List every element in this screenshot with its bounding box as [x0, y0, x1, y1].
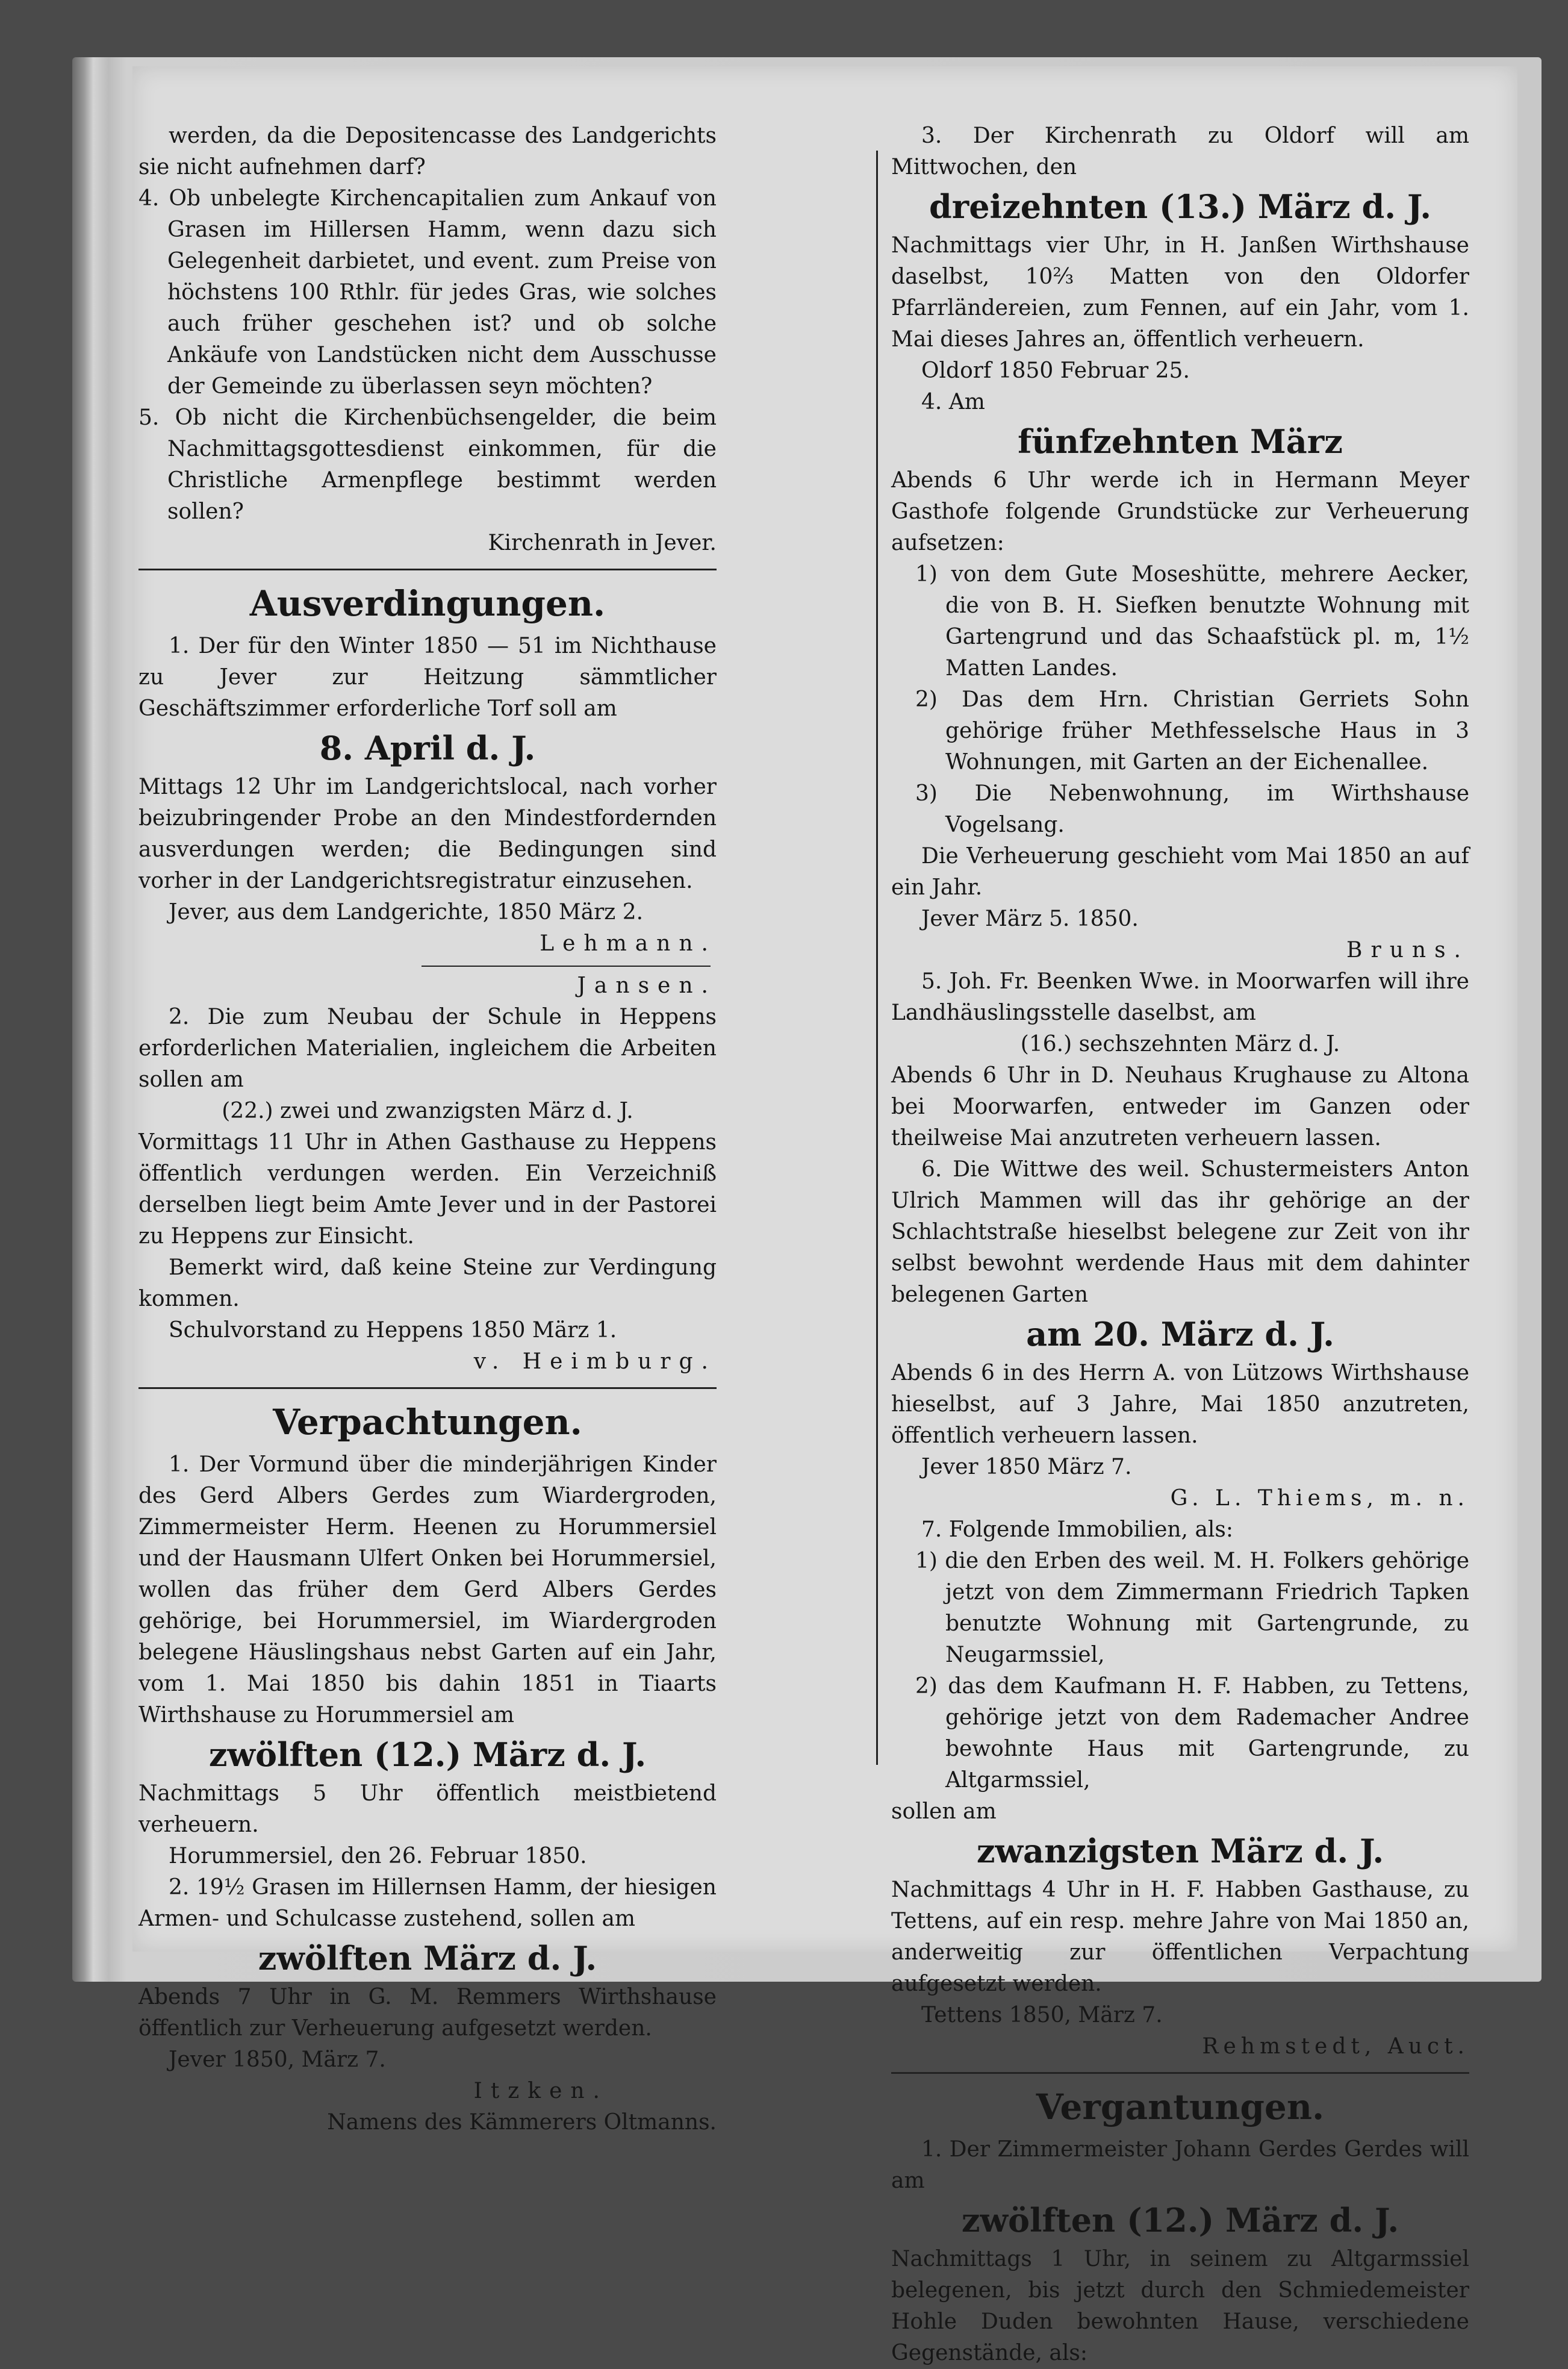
- notice-r4-item-1: 1) von dem Gute Moseshütte, mehrere Aecker, die von B. H. Siefken benutzte Wohnung mit Gartengrund und das Schaafstück pl. m, 1½ Matten Landes.: [915, 562, 1469, 681]
- notice-a1-date: 8. April d. J.: [319, 729, 536, 767]
- right-column: [891, 120, 1469, 2369]
- notice-v2-signature-2: Namens des Kämmerers Oltmanns.: [327, 2110, 717, 2135]
- notice-a2-place: Schulvorstand zu Heppens 1850 März 1.: [169, 1318, 617, 1343]
- notice-a2-signature: v. Heimburg.: [473, 1349, 717, 1374]
- notice-a1-text2: Mittags 12 Uhr im Landgerichtslocal, nach vorher beizubringender Probe an den Mindestfordernden ausverdungen werden; die Bedingungen sind vorher in der Landgerichtsregistratur einzusehen.: [138, 775, 717, 893]
- notice-v1-date: zwölften (12.) März d. J.: [208, 1735, 647, 1774]
- notice-a1-text: 1. Der für den Winter 1850 — 51 im Nichthause zu Jever zur Heitzung sämmtlicher Geschäftszimmer erforderliche Torf soll am: [138, 634, 717, 721]
- section-rule: [138, 1387, 717, 1389]
- notice-r4-date: fünfzehnten März: [1018, 422, 1343, 461]
- question-4: 4. Ob unbelegte Kirchencapitalien zum Ankauf von Grasen im Hillersen Hamm, wenn dazu sich Gelegenheit darbietet, und event. zum Preise von höchstens 100 Rthlr. für jedes Gras, wie solches auch früher geschehen ist? und ob solche Ankäufe von Landstücken nicht dem Ausschusse der Gemeinde zu überlassen seyn möchten?: [138, 186, 717, 399]
- continued-text: werden, da die Depositencasse des Landgerichts sie nicht aufnehmen darf?: [138, 123, 717, 179]
- notice-v2-date: zwölften März d. J.: [258, 1939, 597, 1977]
- notice-v1-text2: Nachmittags 5 Uhr öffentlich meistbietend verheuern.: [138, 1781, 717, 1837]
- notice-r6-signature: G. L. Thiems, m. n.: [1170, 1486, 1469, 1511]
- notice-r4-text: Abends 6 Uhr werde ich in Hermann Meyer Gasthofe folgende Grundstücke zur Verheuerung aufsetzen:: [891, 468, 1469, 555]
- notice-r5-text2: Abends 6 Uhr in D. Neuhaus Krughause zu Altona bei Moorwarfen, entweder im Ganzen oder theilweise Mai anzutreten verheuern lassen.: [891, 1063, 1469, 1150]
- notice-a1-signature-1: Lehmann.: [540, 931, 717, 956]
- notice-r7-signature: Rehmstedt, Auct.: [1202, 2034, 1469, 2059]
- notice-r4-note: Die Verheuerung geschieht vom Mai 1850 an auf ein Jahr.: [891, 844, 1469, 900]
- notice-v1-place: Horummersiel, den 26. Februar 1850.: [169, 1844, 587, 1868]
- notice-a1-place: Jever, aus dem Landgerichte, 1850 März 2.: [169, 900, 644, 925]
- notice-g1-text2: Nachmittags 1 Uhr, in seinem zu Altgarmssiel belegenen, bis jetzt durch den Schmiedemeister Hohle Duden bewohnten Hause, verschiedene Gegenstände, als:: [891, 2247, 1469, 2365]
- notice-r4-signature: Bruns.: [1346, 938, 1469, 963]
- section-rule: [891, 2072, 1469, 2074]
- notice-r6-place: Jever 1850 März 7.: [921, 1455, 1132, 1479]
- notice-g1-text: 1. Der Zimmermeister Johann Gerdes Gerdes will am: [891, 2137, 1469, 2193]
- signature-rule: [422, 966, 711, 967]
- column-divider: [876, 151, 878, 1765]
- notice-r5-date: (16.) sechszehnten März d. J.: [1020, 1032, 1340, 1057]
- notice-r5-text: 5. Joh. Fr. Beenken Wwe. in Moorwarfen will ihre Landhäuslingsstelle daselbst, am: [891, 969, 1469, 1025]
- notice-r3-text: 3. Der Kirchenrath zu Oldorf will am Mittwochen, den: [891, 123, 1469, 179]
- notice-r7-place: Tettens 1850, März 7.: [921, 2003, 1163, 2027]
- notice-v2-signature-1: Itzken.: [473, 2079, 608, 2103]
- notice-r6-date: am 20. März d. J.: [1026, 1315, 1334, 1353]
- signature-kirchenrath: Kirchenrath in Jever.: [488, 531, 717, 555]
- question-5: 5. Ob nicht die Kirchenbüchsengelder, die beim Nachmittagsgottesdienst einkommen, für die Christliche Armenpflege bestimmt werden sollen?: [138, 405, 717, 524]
- notice-r4-place: Jever März 5. 1850.: [921, 907, 1139, 931]
- notice-r7-item-1: 1) die den Erben des weil. M. H. Folkers gehörige jetzt von dem Zimmermann Friedrich Tapken benutzte Wohnung mit Gartengrunde, zu Neugarmssiel,: [915, 1549, 1469, 1667]
- notice-r7-sollen: sollen am: [891, 1799, 997, 1824]
- notice-r3-place: Oldorf 1850 Februar 25.: [921, 358, 1190, 383]
- heading-ausverdingungen: Ausverdingungen.: [249, 583, 606, 624]
- heading-vergantungen: Vergantungen.: [1036, 2087, 1325, 2127]
- notice-r4-number: 4. Am: [921, 390, 985, 414]
- notice-r7-text: 7. Folgende Immobilien, als:: [921, 1517, 1234, 1542]
- notice-a2-date: (22.) zwei und zwanzigsten März d. J.: [222, 1099, 633, 1123]
- notice-v2-place: Jever 1850, März 7.: [169, 2047, 386, 2072]
- notice-v1-text: 1. Der Vormund über die minderjährigen Kinder des Gerd Albers Gerdes zum Wiardergroden, Zimmermeister Herm. Heenen zu Horummersiel und der Hausmann Ulfert Onken bei Horummersiel, wollen das früher dem Gerd Albers Gerdes gehörige, bei Horummersiel, im Wiardergroden belegene Häuslingshaus nebst Garten auf ein Jahr, vom 1. Mai 1850 bis dahin 1851 in Tiaarts Wirthshause zu Horummersiel am: [138, 1452, 717, 1728]
- notice-a1-signature-2: Jansen.: [577, 973, 717, 998]
- section-rule: [138, 569, 717, 570]
- heading-verpachtungen: Verpachtungen.: [273, 1402, 582, 1443]
- notice-r3-text2: Nachmittags vier Uhr, in H. Janßen Wirthshause daselbst, 10⅔ Matten von den Oldorfer Pfarrländereien, zum Fennen, auf ein Jahr, vom 1. Mai dieses Jahres an, öffentlich verheuern.: [891, 233, 1469, 352]
- notice-r6-text: 6. Die Wittwe des weil. Schustermeisters Anton Ulrich Mammen will das ihr gehörige an der Schlachtstraße hieselbst belegene zur Zeit von ihr selbst bewohnt werdende Haus mit dem dahinter belegenen Garten: [891, 1157, 1469, 1307]
- notice-r3-date: dreizehnten (13.) März d. J.: [929, 187, 1432, 226]
- notice-r6-text2: Abends 6 in des Herrn A. von Lützows Wirthshause hieselbst, auf 3 Jahre, Mai 1850 anzutreten, öffentlich verheuern lassen.: [891, 1361, 1469, 1448]
- notice-v2-text2: Abends 7 Uhr in G. M. Remmers Wirthshause öffentlich zur Verheuerung aufgesetzt werden.: [138, 1985, 717, 2041]
- notice-g1-date: zwölften (12.) März d. J.: [961, 2201, 1399, 2239]
- left-column: [138, 120, 717, 2138]
- notice-r4-item-2: 2) Das dem Hrn. Christian Gerriets Sohn gehörige früher Methfesselsche Haus in 3 Wohnungen, mit Garten an der Eichenallee.: [915, 687, 1469, 775]
- notice-a2-text2: Vormittags 11 Uhr in Athen Gasthause zu Heppens öffentlich verdungen werden. Ein Verzeichniß derselben liegt beim Amte Jever und in der Pastorei zu Heppens zur Einsicht.: [138, 1130, 717, 1249]
- notice-a2-text: 2. Die zum Neubau der Schule in Heppens erforderlichen Materialien, ingleichem die Arbeiten sollen am: [138, 1005, 717, 1092]
- notice-v2-text: 2. 19½ Grasen im Hillernsen Hamm, der hiesigen Armen- und Schulcasse zustehend, sollen am: [138, 1875, 717, 1931]
- notice-r7-item-2: 2) das dem Kaufmann H. F. Habben, zu Tettens, gehörige jetzt von dem Rademacher Andree bewohnte Haus mit Gartengrunde, zu Altgarmssiel,: [915, 1674, 1469, 1793]
- notice-a2-note: Bemerkt wird, daß keine Steine zur Verdingung kommen.: [138, 1255, 717, 1311]
- notice-r4-item-3: 3) Die Nebenwohnung, im Wirthshause Vogelsang.: [915, 781, 1469, 837]
- notice-r7-text2: Nachmittags 4 Uhr in H. F. Habben Gasthause, zu Tettens, auf ein resp. mehre Jahre von Mai 1850 an, anderweitig zur öffentlichen Verpachtung aufgesetzt werden.: [891, 1877, 1469, 1996]
- notice-r7-date: zwanzigsten März d. J.: [976, 1832, 1384, 1870]
